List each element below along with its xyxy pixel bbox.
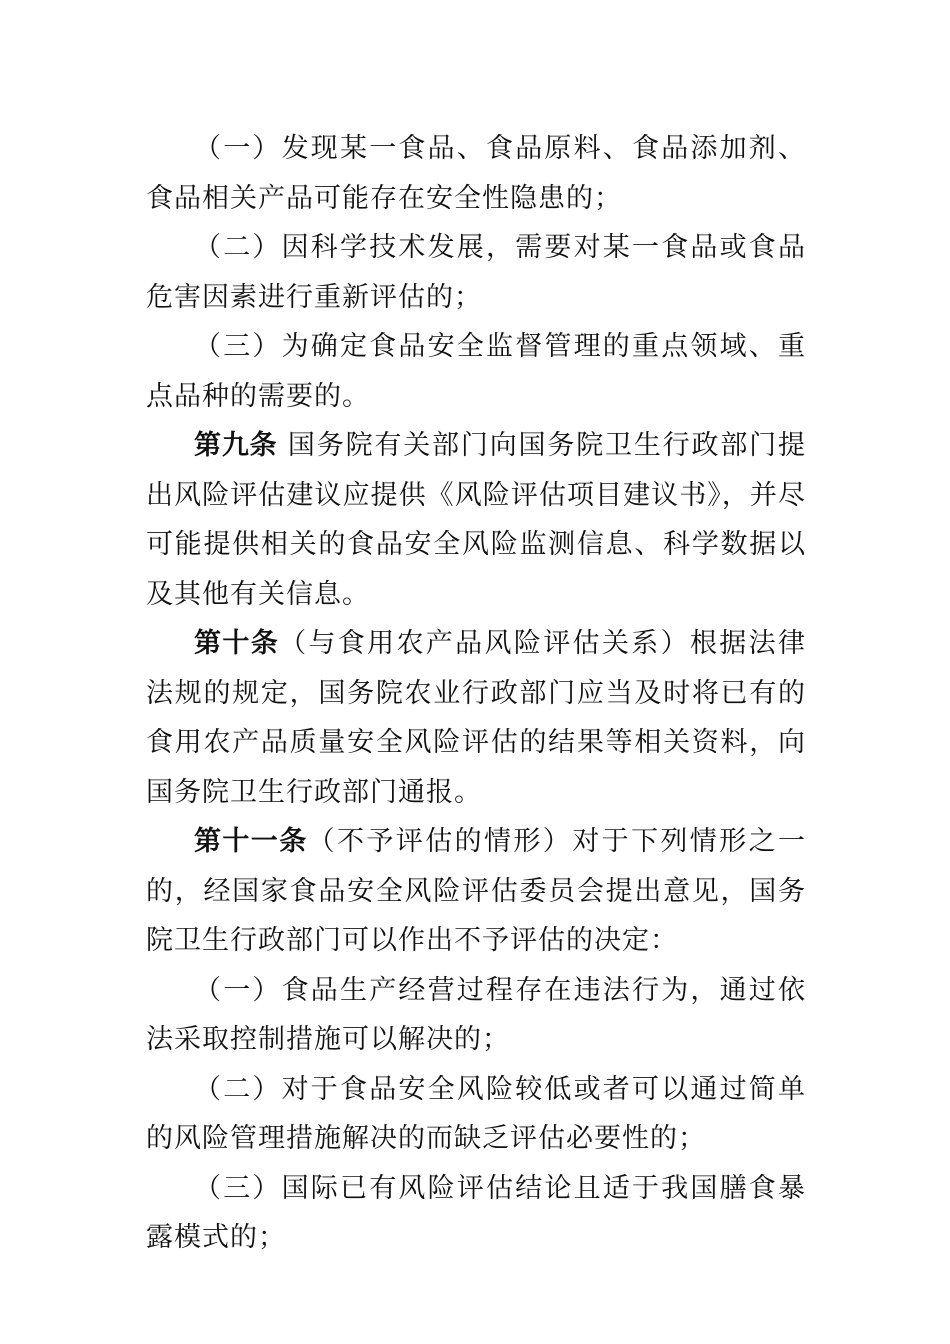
document-body <box>146 124 806 1263</box>
article-text: 国务院有关部门向国务院卫生行政部门提出风险评估建议应提供《风险评估项目建议书》，并尽可能提供相关的食品安全风险监测信息、科学数据以及其他有关信息。 <box>146 430 807 610</box>
article-9 <box>146 421 806 619</box>
paragraph-text: （二）对于食品安全风险较低或者可以通过简单的风险管理措施解决的而缺乏评估必要性的； <box>146 1073 806 1154</box>
paragraph-text: （三）为确定食品安全监督管理的重点领域、重点品种的需要的。 <box>146 331 806 412</box>
paragraph-item-3 <box>146 322 806 421</box>
article-10 <box>146 619 806 817</box>
paragraph-item-6 <box>146 1164 806 1263</box>
paragraph-text: （三）国际已有风险评估结论且适于我国膳食暴露模式的； <box>146 1172 806 1253</box>
paragraph-text: （一）发现某一食品、食品原料、食品添加剂、食品相关产品可能存在安全性隐患的； <box>146 133 806 214</box>
article-text: （与食用农产品风险评估关系）根据法律法规的规定，国务院农业行政部门应当及时将已有的食用农产品质量安全风险评估的结果等相关资料，向国务院卫生行政部门通报。 <box>146 628 807 808</box>
article-number: 第九条 <box>194 430 278 461</box>
paragraph-item-5 <box>146 1065 806 1164</box>
paragraph-item-4 <box>146 966 806 1065</box>
article-number: 第十条 <box>194 628 280 659</box>
article-number: 第十一条 <box>194 826 308 857</box>
paragraph-item-1 <box>146 124 806 223</box>
paragraph-text: （二）因科学技术发展，需要对某一食品或食品危害因素进行重新评估的； <box>146 232 806 313</box>
article-11 <box>146 817 806 966</box>
article-text: （不予评估的情形）对于下列情形之一的，经国家食品安全风险评估委员会提出意见，国务院卫生行政部门可以作出不予评估的决定： <box>146 826 807 956</box>
paragraph-item-2 <box>146 223 806 322</box>
paragraph-text: （一）食品生产经营过程存在违法行为，通过依法采取控制措施可以解决的； <box>146 974 806 1055</box>
